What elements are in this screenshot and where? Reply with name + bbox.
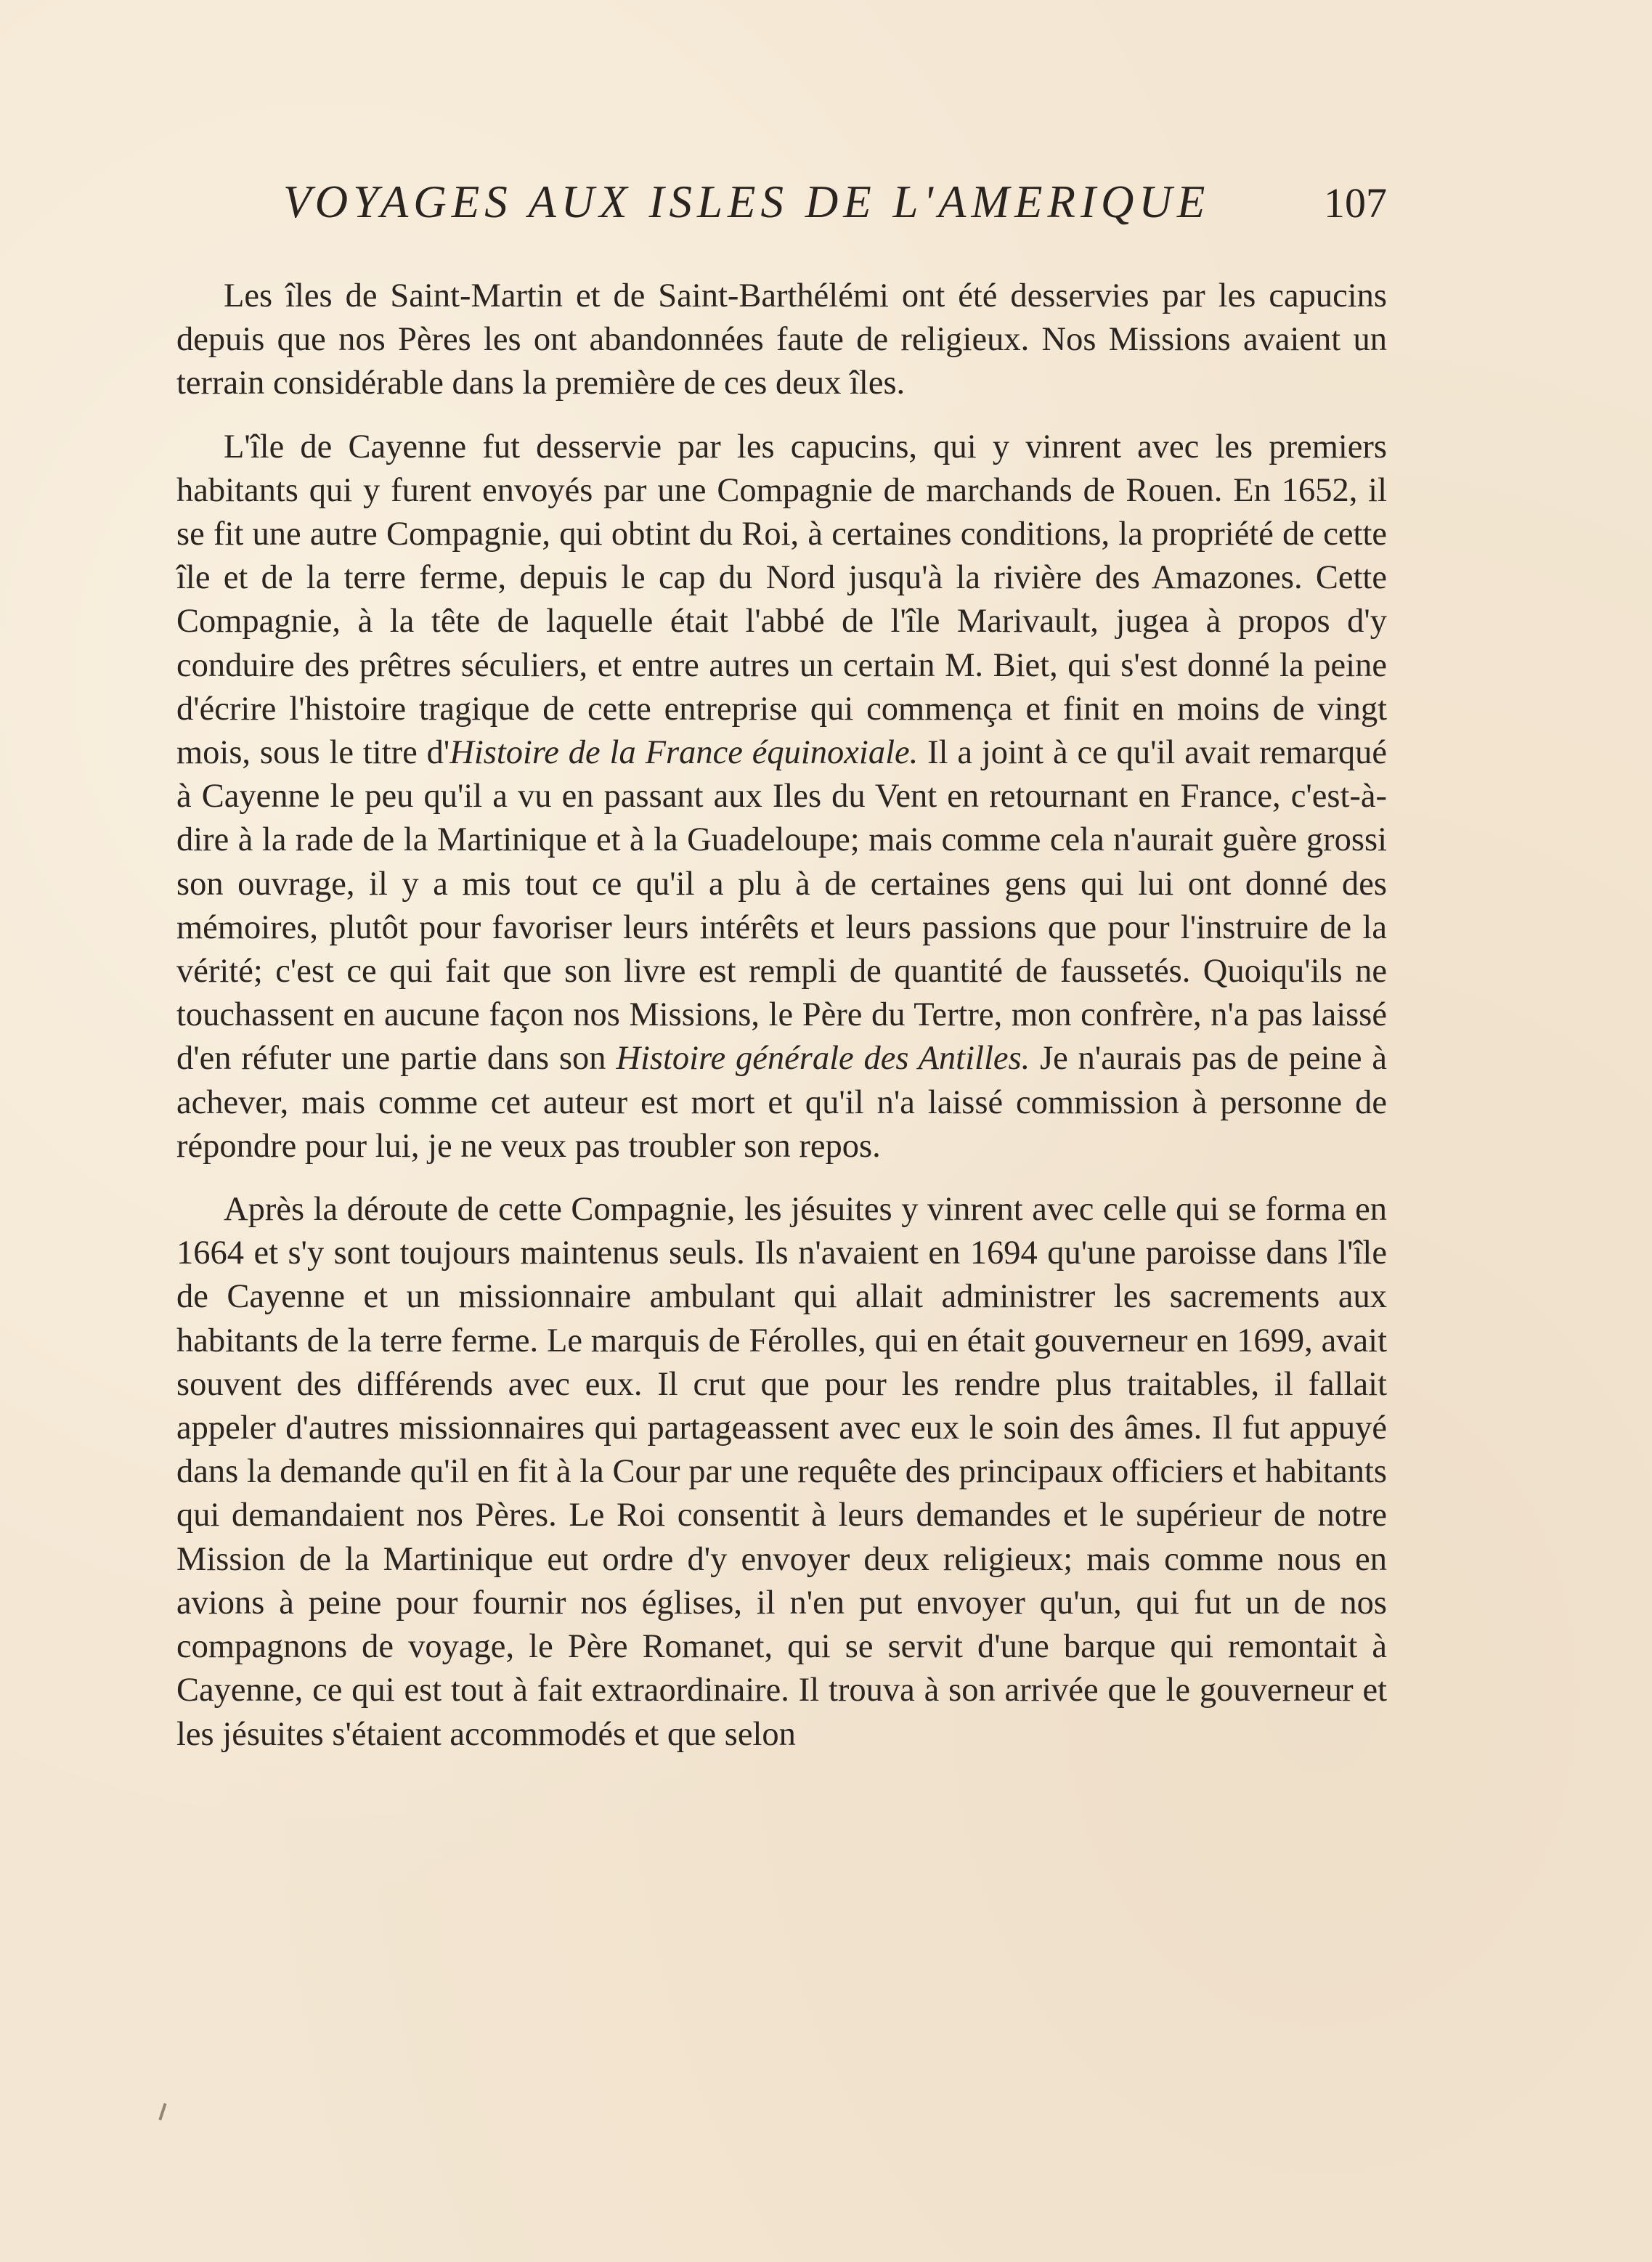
paragraph-2-text-c: Je n'aurais pas de peine à achever, mais comme cet auteur est mort et qu'il n'a laissé commission à personne de répondre pour lui, je ne veux pas troubler son repos. [176, 1040, 1387, 1165]
running-head-title: VOYAGES AUX ISLES DE L'AMERIQUE [283, 176, 1210, 227]
paragraph-2 [176, 426, 1387, 1168]
book-title-histoire-france-equinoxiale: Histoire de la France équinoxiale. [449, 734, 919, 772]
body-text [176, 274, 1387, 1757]
running-head [283, 176, 1387, 234]
paragraph-2-text-b: Il a joint à ce qu'il avait remarqué à Cayenne le peu qu'il a vu en passant aux Iles du Vent en retournant en France, c'est-à-dire à la rade de la Martinique et à la Guadeloupe; mais comme cela n'aurait guère grossi son ouvrage, il y a mis tout ce qu'il a plu à de certaines gens qui lui ont donné des mémoires, plutôt pour favoriser leurs intérêts et leurs passions que pour l'instruire de la vérité; c'est ce qui fait que son livre est rempli de quantité de faussetés. Quoiqu'ils ne touchassent en aucune façon nos Missions, le Père du Tertre, mon confrère, n'a pas laissé d'en réfuter une partie dans son [176, 734, 1387, 1078]
page-number: 107 [1324, 179, 1387, 227]
paragraph-3: Après la déroute de cette Compagnie, les jésuites y vinrent avec celle qui se forma en 1664 et s'y sont toujours maintenus seuls. Ils n'avaient en 1694 qu'une paroisse dans l'île de Cayenne et un missionnaire ambulant qui allait administrer les sacrements aux habitants de la terre ferme. Le marquis de Férolles, qui en était gouverneur en 1699, avait souvent des différends avec eux. Il crut que pour les rendre plus traitables, il fallait appeler d'autres missionnaires qui partageassent avec eux le soin des âmes. Il fut appuyé dans la demande qu'il en fit à la Cour par une requête des principaux officiers et habitants qui demandaient nos Pères. Le Roi consentit à leurs demandes et le supérieur de notre Mission de la Martinique eut ordre d'y envoyer deux religieux; mais comme nous en avions à peine pour fournir nos églises, il n'en put envoyer qu'un, qui fut un de nos compagnons de voyage, le Père Romanet, qui se servit d'une barque qui remontait à Cayenne, ce qui est tout à fait extraordinaire. Il trouva à son arrivée que le gouverneur et les jésuites s'étaient accommodés et que selon [176, 1191, 1387, 1753]
paragraph-1: Les îles de Saint-Martin et de Saint-Barthélémi ont été desservies par les capucins depuis que nos Pères les ont abandonnées faute de religieux. Nos Missions avaient un terrain considérable dans la première de ces deux îles. [176, 277, 1387, 402]
paragraph-2-text-a: L'île de Cayenne fut desservie par les capucins, qui y vinrent avec les premiers habitants qui y furent envoyés par une Compagnie de marchands de Rouen. En 1652, il se fit une autre Compagnie, qui obtint du Roi, à certaines conditions, la propriété de cette île et de la terre ferme, depuis le cap du Nord jusqu'à la rivière des Amazones. Cette Compagnie, à la tête de laquelle était l'abbé de l'île Marivault, jugea à propos d'y conduire des prêtres séculiers, et entre autres un certain M. Biet, qui s'est donné la peine d'écrire l'histoire tragique de cette entreprise qui commença et finit en moins de vingt mois, sous le titre d' [176, 428, 1387, 772]
stray-ink-mark [158, 2103, 166, 2120]
book-title-histoire-generale-antilles: Histoire générale des Antilles. [616, 1040, 1030, 1078]
